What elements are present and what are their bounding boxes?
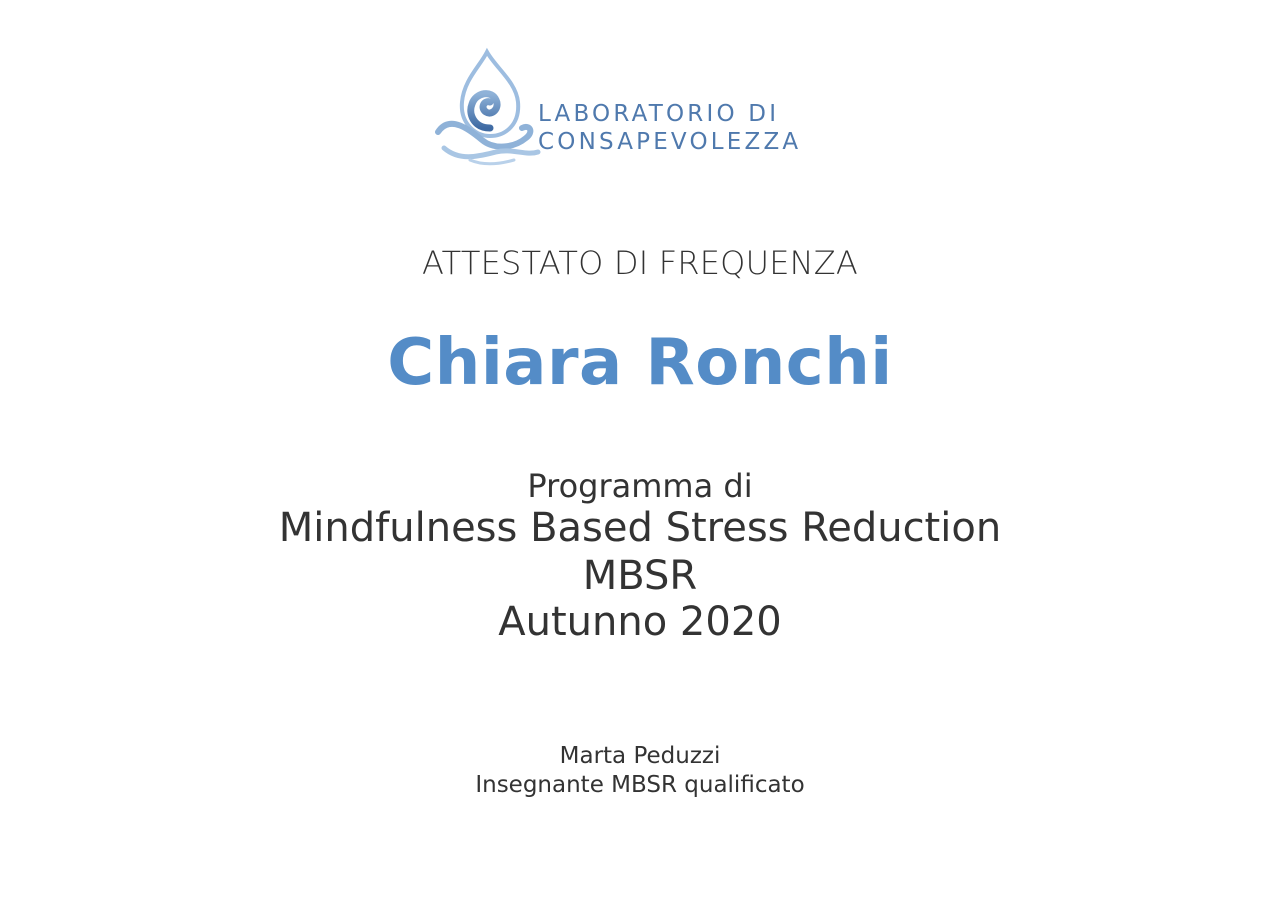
water-drop-spiral-icon — [430, 44, 550, 172]
program-abbreviation: MBSR — [582, 553, 698, 599]
program-season: Autunno 2020 — [498, 599, 782, 645]
signatory-role: Insegnante MBSR qualificato — [475, 772, 805, 798]
recipient-name: Chiara Ronchi — [387, 326, 893, 400]
certificate-title: ATTESTATO DI FREQUENZA — [422, 244, 858, 282]
logo-line-1: LABORATORIO DI — [538, 101, 780, 127]
logo-line-2: CONSAPEVOLEZZA — [538, 129, 802, 155]
program-name: Mindfulness Based Stress Reduction — [278, 505, 1002, 551]
logo-wordmark — [538, 100, 801, 156]
signatory-name: Marta Peduzzi — [559, 743, 721, 769]
program-intro: Programma di — [527, 467, 753, 505]
logo — [430, 44, 850, 172]
